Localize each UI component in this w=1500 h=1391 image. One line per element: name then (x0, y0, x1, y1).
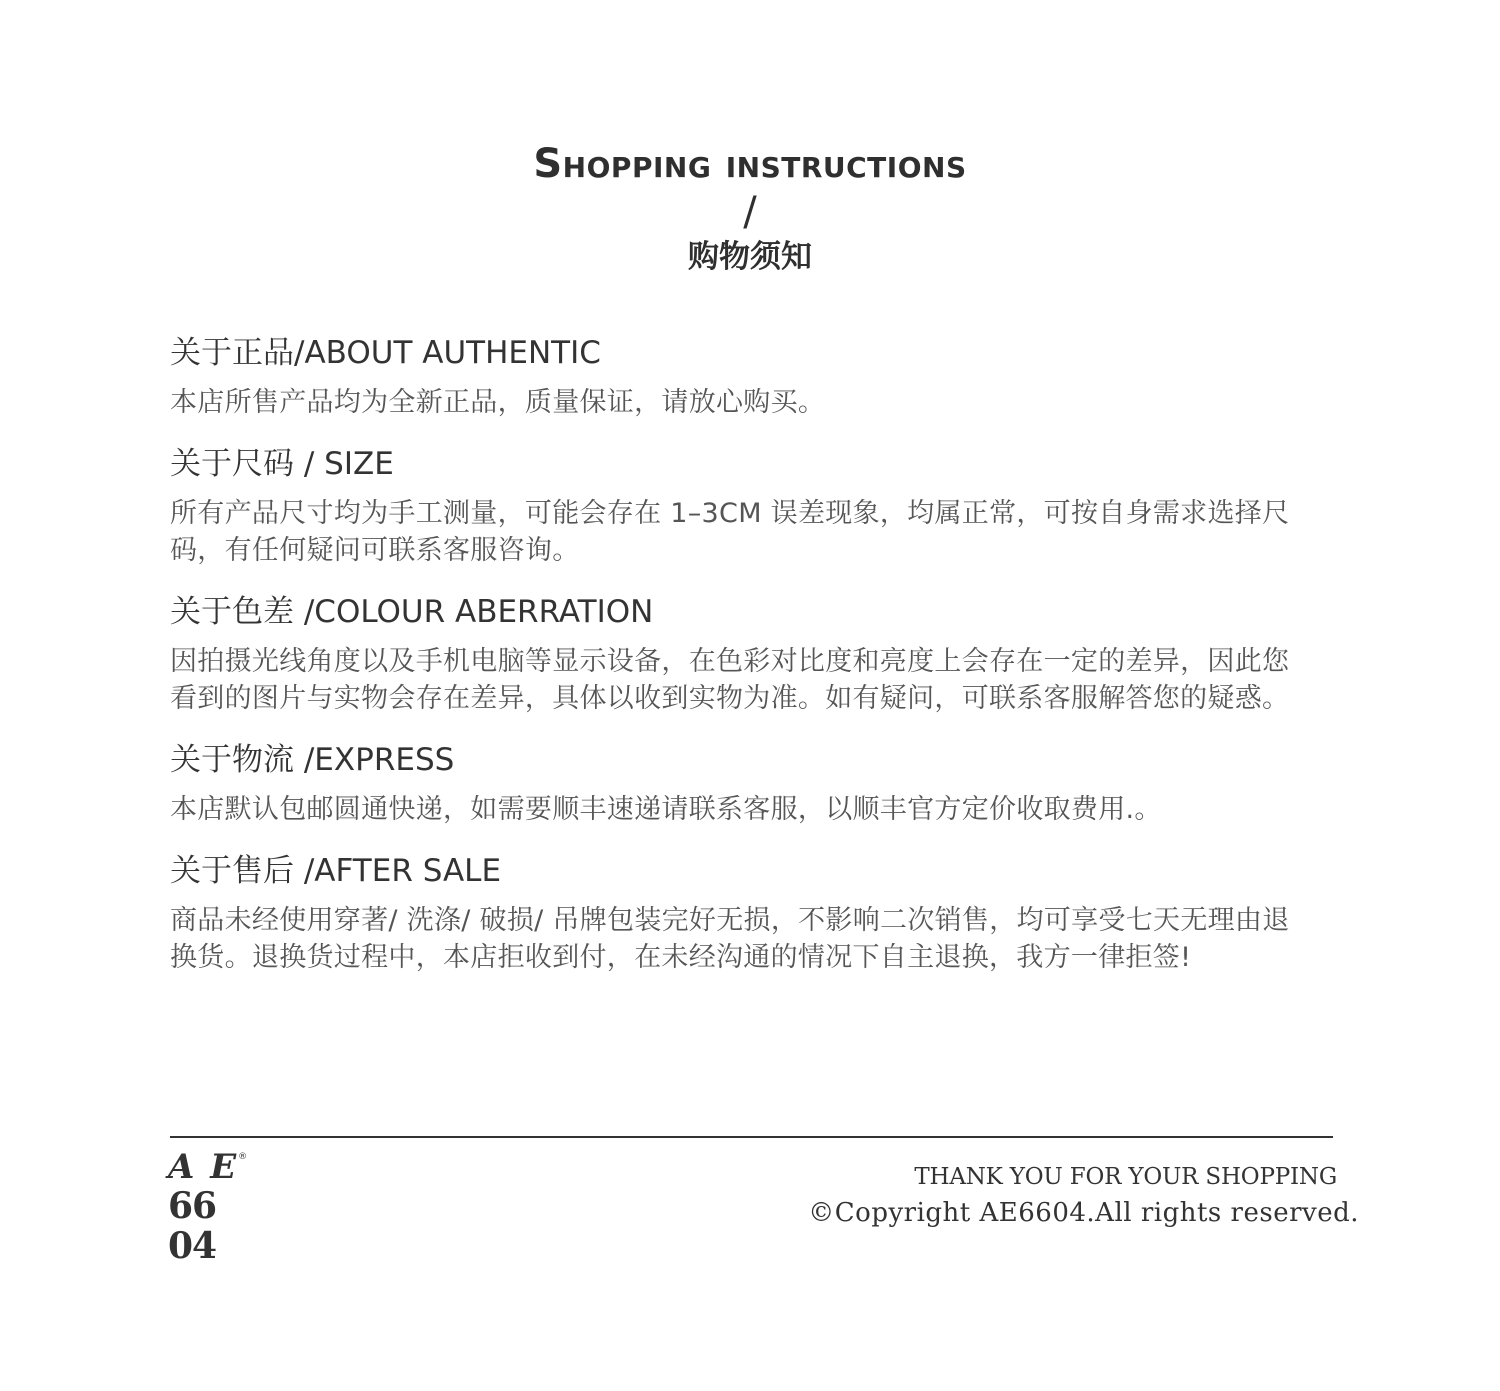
section-heading: 关于尺码 / SIZE (170, 446, 394, 482)
section-heading: 关于售后 /AFTER SALE (170, 853, 502, 889)
brand-logo (168, 1147, 268, 1267)
page-title-english: Shopping instructions (533, 141, 967, 187)
section-heading: 关于色差 /COLOUR ABERRATION (170, 594, 654, 630)
logo-letters: A E (168, 1147, 239, 1187)
logo-numbers: 66 04 (168, 1185, 217, 1267)
section-body: 本店所售产品均为全新正品，质量保证，请放心购买。 (170, 387, 826, 418)
section-body: 所有产品尺寸均为手工测量，可能会存在 1–3CM 误差现象，均属正常，可按自身需求选择尺码，有任何疑问可联系客服咨询。 (170, 498, 1290, 566)
section-colour-aberration (170, 589, 1310, 717)
copyright-notice: ©Copyright AE6604.All rights reserved. (808, 1198, 1359, 1228)
page-header (0, 138, 1500, 280)
section-body: 因拍摄光线角度以及手机电脑等显示设备，在色彩对比度和亮度上会存在一定的差异，因此您看到的图片与实物会存在差异，具体以收到实物为准。如有疑问，可联系客服解答您的疑惑。 (170, 646, 1290, 714)
footer-divider (170, 1136, 1333, 1138)
thank-you-note: THANK YOU FOR YOUR SHOPPING (914, 1164, 1337, 1190)
instructions-content (170, 330, 1310, 996)
footer-text (808, 1160, 1359, 1232)
title-separator: / (743, 189, 757, 235)
page-title-chinese: 购物须知 (688, 239, 812, 275)
section-body: 商品未经使用穿著/ 洗涤/ 破损/ 吊牌包装完好无损，不影响二次销售，均可享受七天无理由退换货。退换货过程中，本店拒收到付，在未经沟通的情况下自主退换，我方一律拒签! (170, 905, 1290, 973)
section-size (170, 441, 1310, 569)
section-authentic (170, 330, 1310, 421)
section-express (170, 737, 1310, 828)
section-heading: 关于物流 /EXPRESS (170, 742, 455, 778)
section-heading: 关于正品/ABOUT AUTHENTIC (170, 335, 601, 371)
registered-mark: ® (238, 1152, 248, 1162)
section-body: 本店默认包邮圆通快递，如需要顺丰速递请联系客服，以顺丰官方定价收取费用.。 (170, 794, 1162, 825)
section-after-sale (170, 848, 1310, 976)
